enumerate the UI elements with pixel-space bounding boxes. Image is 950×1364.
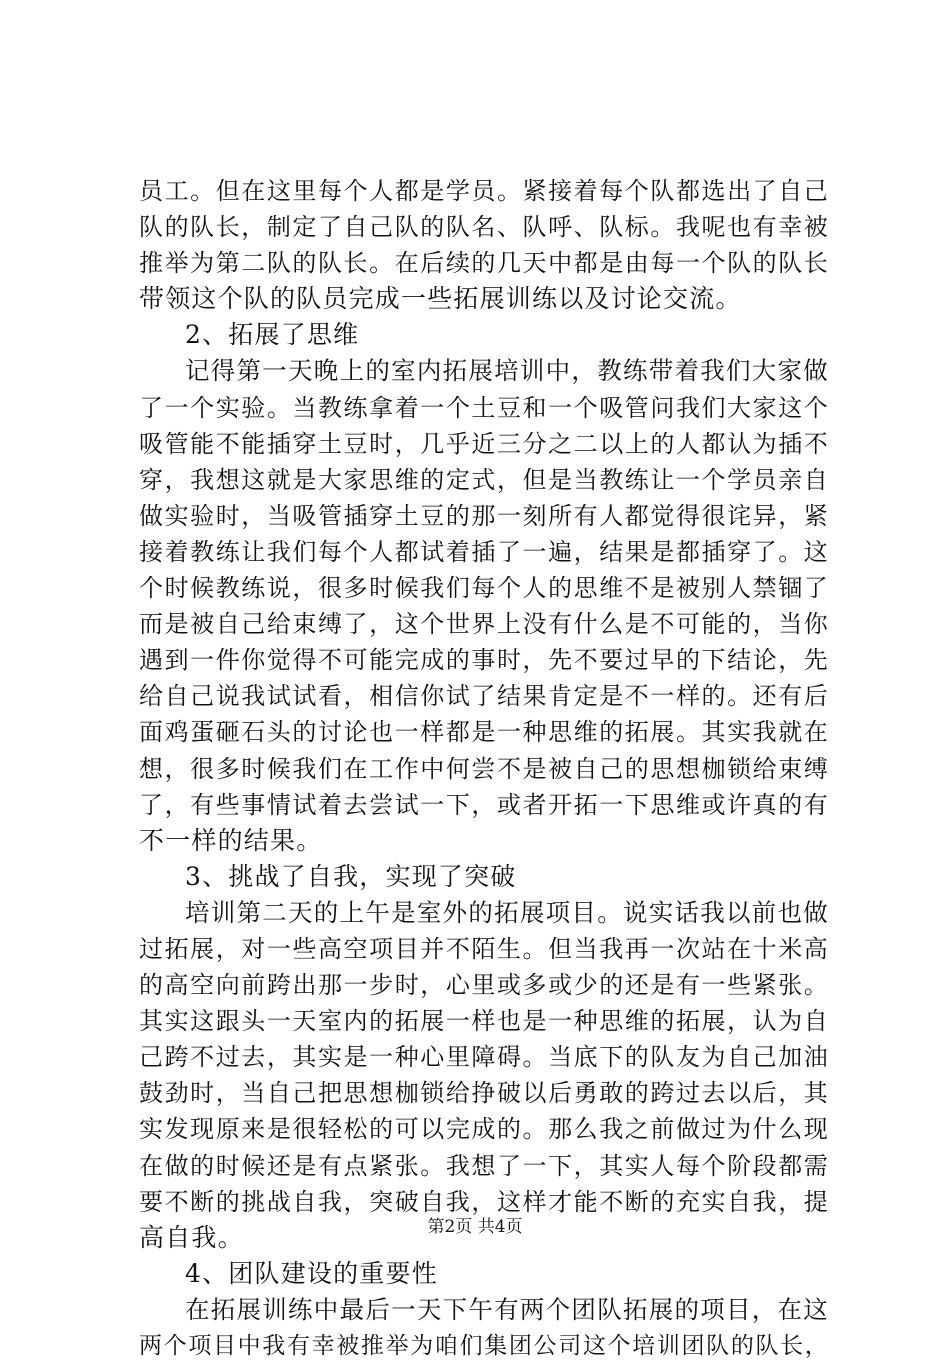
text-line: 接着教练让我们每个人都试着插了一遍，结果是都插穿了。这 [139, 537, 829, 566]
page-footer [0, 1216, 950, 1238]
text-line: 面鸡蛋砸石头的讨论也一样都是一种思维的拓展。其实我就在 [139, 718, 829, 747]
text-line: 想，很多时候我们在工作中何尝不是被自己的思想枷锁给束缚 [139, 754, 829, 783]
text-line: 高自我。 [139, 1222, 244, 1252]
text-line: 过拓展，对一些高空项目并不陌生。但当我再一次站在十米高 [139, 934, 829, 963]
text-line: 在拓展训练中最后一天下午有两个团队拓展的项目，在这 [185, 1294, 829, 1324]
text-line: 个时候教练说，很多时候我们每个人的思维不是被别人禁锢了 [139, 574, 829, 603]
text-line: 穿，我想这就是大家思维的定式，但是当教练让一个学员亲自 [139, 465, 829, 494]
text-line: 2、拓展了思维 [185, 320, 360, 350]
text-line: 推举为第二队的队长。在后续的几天中都是由每一个队的队长 [139, 249, 829, 278]
text-line: 不一样的结果。 [139, 825, 323, 855]
text-line: 了，有些事情试着去尝试一下，或者开拓一下思维或许真的有 [139, 790, 829, 819]
text-line: 培训第二天的上午是室外的拓展项目。说实话我以前也做 [185, 897, 829, 927]
text-line: 做实验时，当吸管插穿土豆的那一刻所有人都觉得很诧异，紧 [139, 501, 829, 530]
text-line: 4、团队建设的重要性 [185, 1258, 438, 1288]
text-line: 给自己说我试试看，相信你试了结果肯定是不一样的。还有后 [139, 682, 829, 711]
text-line: 记得第一天晚上的室内拓展培训中，教练带着我们大家做 [185, 356, 829, 386]
text-line: 而是被自己给束缚了，这个世界上没有什么是不可能的，当你 [139, 610, 829, 639]
text-line: 遇到一件你觉得不可能完成的事时，先不要过早的下结论，先 [139, 646, 829, 675]
text-line: 员工。但在这里每个人都是学员。紧接着每个队都选出了自己 [139, 177, 829, 205]
text-line: 3、挑战了自我，实现了突破 [185, 861, 517, 891]
text-line: 带领这个队的队员完成一些拓展训练以及讨论交流。 [139, 284, 742, 314]
text-line: 要不断的挑战自我，突破自我，这样才能不断的充实自我，提 [139, 1187, 829, 1216]
text-line: 两个项目中我有幸被推举为咱们集团公司这个培训团队的队长， [139, 1333, 829, 1359]
text-line: 实发现原来是很轻松的可以完成的。那么我之前做过为什么现 [139, 1115, 829, 1144]
text-line: 了一个实验。当教练拿着一个土豆和一个吸管问我们大家这个 [139, 393, 829, 422]
page-number-label: 第2页 共4页 [427, 1217, 523, 1237]
text-line: 鼓劲时，当自己把思想枷锁给挣破以后勇敢的跨过去以后，其 [139, 1079, 829, 1108]
text-line: 吸管能不能插穿土豆时，几乎近三分之二以上的人都认为插不 [139, 429, 829, 458]
text-line: 己跨不过去，其实是一种心里障碍。当底下的队友为自己加油 [139, 1043, 829, 1072]
text-line: 的高空向前跨出那一步时，心里或多或少的还是有一些紧张。 [139, 971, 829, 1000]
text-line: 其实这跟头一天室内的拓展一样也是一种思维的拓展，认为自 [139, 1007, 829, 1036]
text-line: 在做的时候还是有点紧张。我想了一下，其实人每个阶段都需 [139, 1151, 829, 1180]
text-line: 队的队长，制定了自己队的队名、队呼、队标。我呢也有幸被 [139, 213, 829, 242]
document-body [139, 173, 829, 1364]
